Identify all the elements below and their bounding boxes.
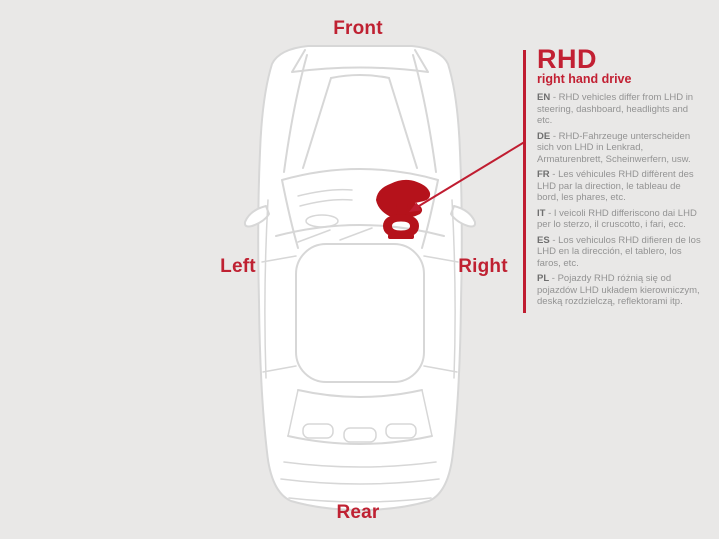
label-rear: Rear (336, 502, 380, 523)
label-front: Front (333, 18, 383, 39)
language-text: - Les véhicules RHD diffèrent des LHD par la direction, le tableau de bord, les phares, etc. (537, 169, 694, 203)
car-top-view-drawing (245, 46, 475, 510)
label-left: Left (220, 256, 256, 277)
language-text: - I veicoli RHD differiscono dai LHD per lo sterzo, il cruscotto, i fari, ecc. (537, 207, 697, 230)
panel-subtitle: right hand drive (537, 72, 632, 86)
language-text: - RHD-Fahrzeuge unterscheiden sich von LHD in Lenkrad, Armaturenbrett, Scheinwerfern, usw. (537, 130, 691, 165)
language-entry (537, 208, 703, 231)
language-code: EN (537, 92, 551, 103)
language-code: IT (537, 207, 546, 219)
language-entry (537, 169, 703, 204)
language-entries (537, 92, 703, 308)
panel-title: RHD (537, 44, 597, 74)
language-entry (537, 235, 703, 270)
language-code: DE (537, 130, 551, 142)
language-text: - RHD vehicles differ from LHD in steering, dashboard, headlights and etc. (537, 92, 694, 126)
language-code: ES (537, 234, 550, 246)
language-entry (537, 273, 703, 308)
language-entry (537, 92, 703, 127)
language-code: FR (537, 169, 550, 180)
language-entry (537, 131, 703, 166)
language-text: - Los vehiculos RHD difieren de los LHD en la dirección, el tablero, los faros, etc. (537, 234, 701, 269)
language-text: - Pojazdy RHD różnią się od pojazdów LHD układem kierowniczym, deską rozdzielczą, reflektorami itp. (537, 273, 700, 307)
label-right: Right (458, 256, 508, 277)
language-code: PL (537, 273, 550, 284)
rhd-info-panel (537, 46, 703, 312)
car-body-outline (258, 46, 462, 510)
